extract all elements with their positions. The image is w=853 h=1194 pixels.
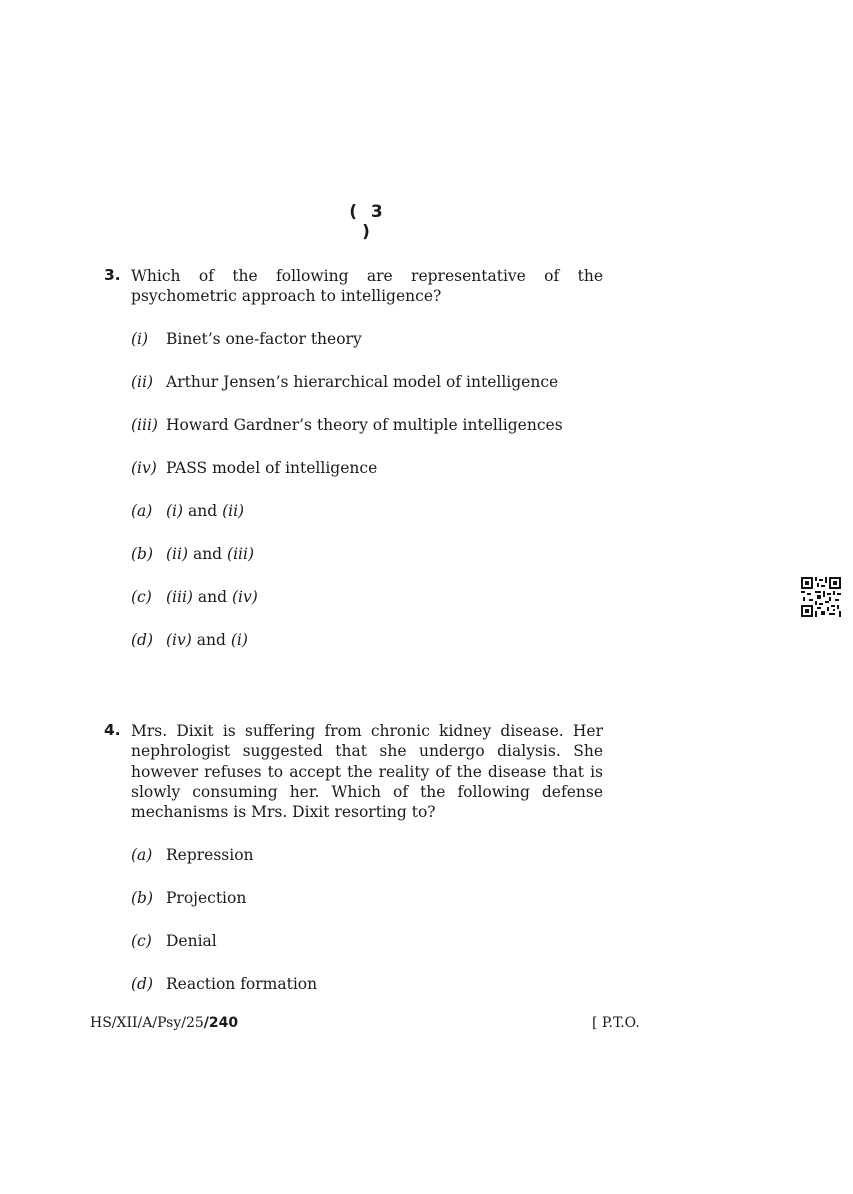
answer-option [131, 587, 258, 607]
answer-option [131, 544, 254, 564]
statement-item [131, 458, 377, 478]
question-4-text [131, 721, 603, 822]
answer-option [131, 630, 248, 650]
answer-option [131, 931, 217, 951]
option-label: (b) [131, 889, 154, 907]
statement-text: Arthur Jensen’s hierarchical model of intelligence [166, 373, 559, 391]
option-roman: (iii) [166, 588, 193, 606]
statement-label: (iii) [131, 416, 158, 434]
option-label: (c) [131, 932, 152, 950]
answer-option [131, 974, 317, 994]
option-label: (a) [131, 502, 153, 520]
option-label: (b) [131, 545, 154, 563]
answer-option [131, 845, 254, 865]
option-text: Repression [166, 846, 254, 864]
option-conj: and [192, 545, 223, 563]
question-text-line: psychometric approach to intelligence? [131, 287, 442, 306]
option-conj: and [197, 588, 228, 606]
answer-option [131, 888, 246, 908]
option-roman: (i) [166, 502, 184, 520]
question-3-text [131, 266, 603, 307]
option-roman: (i) [230, 631, 248, 649]
question-text-line: Which of the following are representative of the [131, 267, 603, 285]
statement-text: Howard Gardner’s theory of multiple intelligences [166, 416, 563, 434]
question-text-line: Mrs. Dixit is suffering from chronic kidney disease. Her [131, 722, 603, 740]
option-text: Reaction formation [166, 975, 318, 993]
answer-option [131, 501, 244, 521]
option-text: Projection [166, 889, 247, 907]
statement-label: (i) [131, 330, 149, 348]
question-3-number: 3. [104, 266, 121, 284]
statement-text: PASS model of intelligence [166, 459, 378, 477]
paper-code-suffix: /240 [203, 1015, 239, 1031]
statement-item [131, 372, 558, 392]
option-label: (c) [131, 588, 152, 606]
question-text-line: nephrologist suggested that she undergo dialysis. She [131, 742, 603, 761]
paper-code [90, 1015, 238, 1031]
question-text-line: slowly consuming her. Which of the following defense [131, 782, 603, 801]
option-roman: (iii) [227, 545, 255, 563]
option-conj: and [196, 631, 226, 649]
option-label: (d) [131, 975, 154, 993]
statement-item [131, 415, 563, 435]
question-text-line: however refuses to accept the reality of the disease that is [131, 762, 603, 781]
option-roman: (iv) [166, 631, 192, 649]
statement-label: (ii) [131, 373, 154, 391]
option-roman: (ii) [222, 502, 245, 520]
option-text: Denial [166, 932, 217, 950]
option-label: (a) [131, 846, 153, 864]
question-4-number: 4. [104, 721, 121, 739]
statement-label: (iv) [131, 459, 157, 477]
paper-code-prefix: HS/XII/A/Psy/25 [90, 1015, 204, 1031]
option-roman: (ii) [166, 545, 189, 563]
option-label: (d) [131, 631, 154, 649]
option-roman: (iv) [232, 588, 258, 606]
qr-code-icon [801, 577, 841, 617]
question-text-line: mechanisms is Mrs. Dixit resorting to? [131, 803, 436, 822]
page-number: ( 3 ) [349, 202, 387, 242]
option-conj: and [188, 502, 218, 520]
pto-note: [ P.T.O. [592, 1015, 640, 1031]
statement-item [131, 329, 362, 349]
statement-text: Binet’s one-factor theory [166, 330, 362, 348]
